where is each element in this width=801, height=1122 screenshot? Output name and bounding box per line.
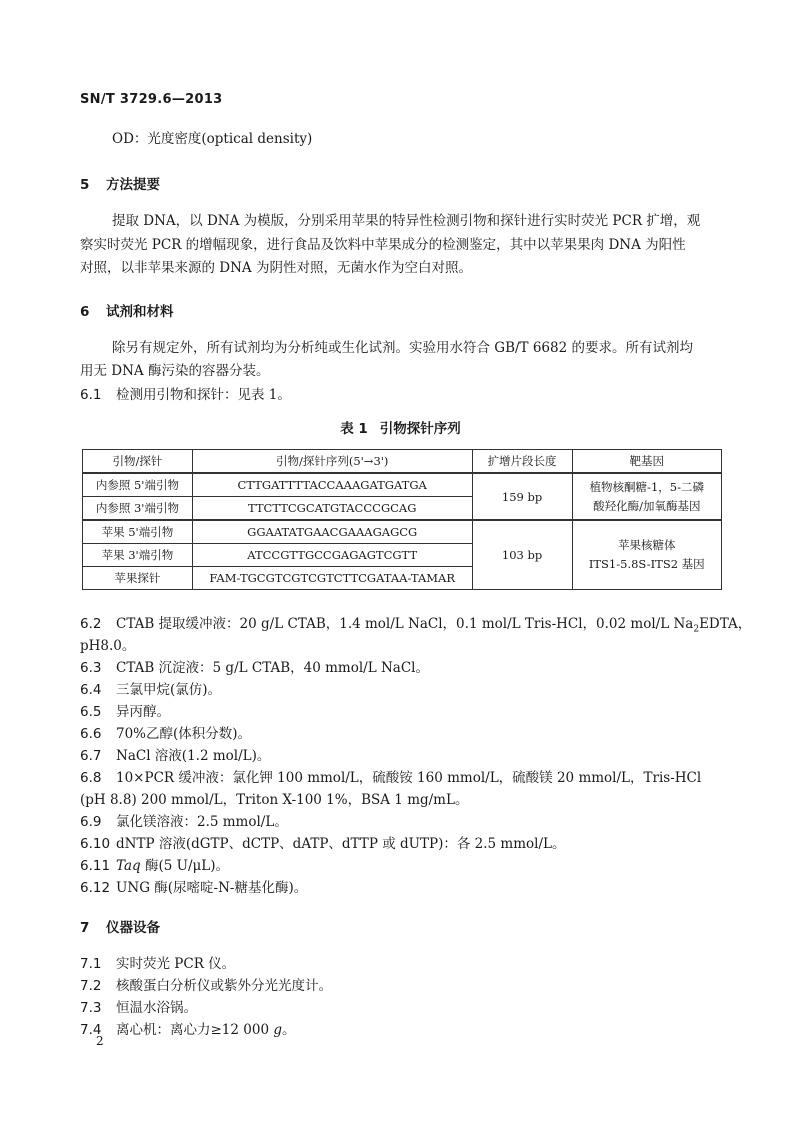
section-title: 方法提要 [106, 177, 160, 193]
item-number: 7.4 [80, 1022, 102, 1038]
section-number: 5 [80, 177, 90, 193]
item-number: 7.1 [80, 956, 102, 972]
item-text: UNG 酶(尿嘧啶-N-糖基化酶)。 [116, 880, 308, 896]
table-title: 引物探针序列 [379, 421, 461, 437]
item-number: 7.2 [80, 978, 102, 994]
item-number: 6.1 [80, 387, 102, 403]
item-6-2 [80, 612, 751, 635]
table-row [83, 473, 722, 497]
item-number: 7.3 [80, 1000, 102, 1016]
table-header-row [83, 450, 722, 474]
item-6-7 [80, 744, 270, 764]
sec6-line-1: 除另有规定外，所有试剂均为分析纯或生化试剂。实验用水符合 GB/T 6682 的要求。所有试剂均 [112, 340, 693, 356]
item-number: 6.5 [80, 704, 102, 720]
sec5-line-2: 察实时荧光 PCR 的增幅现象，进行食品及饮料中苹果成分的检测鉴定，其中以苹果果肉 DNA 为阳性 [80, 237, 686, 253]
table-1-caption [0, 417, 801, 437]
item-6-3 [80, 656, 429, 676]
item-text: 核酸蛋白分析仪或紫外分光光度计。 [116, 978, 332, 994]
table-row [83, 520, 722, 544]
table-label: 表 1 [340, 421, 368, 437]
item-6-9 [80, 810, 288, 830]
primer-sequence: FAM-TGCGTCGTCGTCTTCGATAA-TAMAR [192, 567, 472, 590]
item-text: 酶(5 U/μL)。 [140, 858, 230, 874]
item-7-3 [80, 996, 197, 1016]
item-text: 氯化镁溶液：2.5 mmol/L。 [116, 814, 288, 830]
primer-sequence: GGAATATGAACGAAAGAGCG [192, 520, 472, 544]
target-gene-line: 植物核酮糖-1，5-二磷 [589, 479, 704, 494]
target-gene [572, 473, 721, 520]
item-6-6 [80, 722, 251, 742]
item-text: 。 [282, 1022, 296, 1038]
section-number: 7 [80, 920, 90, 936]
abbreviation-od: OD：光度密度(optical density) [112, 131, 313, 147]
item-6-5 [80, 700, 170, 720]
page-number: 2 [96, 1034, 104, 1048]
item-6-8 [80, 766, 701, 786]
item-number: 6.8 [80, 770, 102, 786]
item-text-italic: g [273, 1022, 282, 1038]
section-title: 仪器设备 [106, 920, 160, 936]
item-text: dNTP 溶液(dGTP、dCTP、dATP、dTTP 或 dUTP)：各 2.5 mmol/L。 [116, 836, 566, 852]
item-number: 6.2 [80, 616, 102, 632]
sec5-line-1: 提取 DNA，以 DNA 为模版，分别采用苹果的特异性检测引物和探针进行实时荧光 PCR 扩增，观 [112, 213, 701, 229]
primer-name: 苹果探针 [83, 567, 193, 590]
item-6-12 [80, 876, 307, 896]
item-text: CTAB 提取缓冲液：20 g/L CTAB，1.4 mol/L NaCl，0.1 mol/L Tris-HCl，0.02 mol/L Na [116, 616, 694, 632]
section-title: 试剂和材料 [106, 304, 174, 320]
item-text: 恒温水浴锅。 [116, 1000, 197, 1016]
primer-sequence: CTTGATTTTACCAAAGATGATGA [192, 473, 472, 497]
sec5-line-3: 对照，以非苹果来源的 DNA 为阴性对照，无菌水作为空白对照。 [80, 260, 472, 276]
target-gene-line: 苹果核糖体 [618, 538, 676, 552]
primer-probe-table [82, 449, 722, 590]
item-6-11 [80, 854, 229, 874]
target-gene-line: ITS1-5.8S-ITS2 基因 [588, 557, 705, 571]
item-6-2-continued: pH8.0。 [80, 638, 136, 654]
item-text: 10×PCR 缓冲液：氯化钾 100 mmol/L，硫酸铵 160 mmol/L，硫酸镁 20 mmol/L，Tris-HCl [116, 770, 702, 786]
item-number: 6.11 [80, 858, 111, 874]
section-5-heading [80, 173, 160, 193]
item-text: 实时荧光 PCR 仪。 [116, 956, 236, 972]
item-text: 70%乙醇(体积分数)。 [116, 726, 252, 742]
target-gene-line: 酸羟化酶/加氧酶基因 [593, 498, 701, 513]
primer-name: 苹果 5'端引物 [83, 520, 193, 544]
item-text: 离心机：离心力≥12 000 [116, 1022, 274, 1038]
col-header-sequence: 引物/探针序列(5'→3') [192, 450, 472, 474]
primer-sequence: TTCTTCGCATGTACCCGCAG [192, 497, 472, 521]
item-number: 6.12 [80, 880, 111, 896]
section-6-heading [80, 300, 174, 320]
primer-name: 内参照 3'端引物 [83, 497, 193, 521]
item-text: 三氯甲烷(氯仿)。 [116, 682, 222, 698]
item-text: NaCl 溶液(1.2 mol/L)。 [116, 748, 271, 764]
sec6-line-2: 用无 DNA 酶污染的容器分装。 [80, 363, 270, 379]
item-7-4 [80, 1018, 296, 1038]
item-6-10 [80, 832, 565, 852]
primer-name: 苹果 3'端引物 [83, 544, 193, 567]
col-header-target: 靶基因 [572, 450, 721, 474]
item-6-4 [80, 678, 221, 698]
col-header-name: 引物/探针 [83, 450, 193, 474]
standard-number-header: SN/T 3729.6—2013 [80, 92, 223, 107]
item-text-italic: Taq [116, 858, 141, 874]
item-text: 异丙醇。 [116, 704, 170, 720]
section-7-heading [80, 916, 160, 936]
item-number: 6.9 [80, 814, 102, 830]
item-6-8-continued: (pH 8.8) 200 mmol/L，Triton X-100 1%，BSA 1 mg/mL。 [80, 792, 469, 808]
item-text: EDTA， [699, 616, 752, 632]
item-number: 6.4 [80, 682, 102, 698]
col-header-length: 扩增片段长度 [472, 450, 572, 474]
primer-sequence: ATCCGTTGCCGAGAGTCGTT [192, 544, 472, 567]
item-7-2 [80, 974, 332, 994]
primer-name: 内参照 5'端引物 [83, 473, 193, 497]
item-number: 6.3 [80, 660, 102, 676]
item-number: 6.6 [80, 726, 102, 742]
item-text: 检测用引物和探针：见表 1。 [116, 387, 291, 403]
item-number: 6.10 [80, 836, 111, 852]
section-number: 6 [80, 304, 90, 320]
subscript: 2 [693, 624, 700, 635]
amplicon-length: 103 bp [472, 520, 572, 590]
item-6-1 [80, 383, 291, 403]
amplicon-length: 159 bp [472, 473, 572, 520]
item-text: CTAB 沉淀液：5 g/L CTAB，40 mmol/L NaCl。 [116, 660, 429, 676]
item-number: 6.7 [80, 748, 102, 764]
item-7-1 [80, 952, 235, 972]
target-gene [572, 520, 721, 590]
